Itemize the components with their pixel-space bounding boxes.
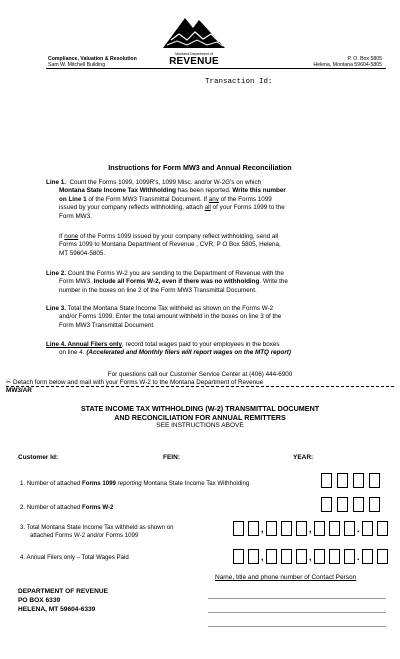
line1b-text-b: of the Forms 1099 issued by your company reflect withholding, send all bbox=[78, 233, 279, 240]
line4-box-4[interactable] bbox=[281, 549, 292, 564]
line1b-text-c: Forms 1099 to Montana Department of Revenue , CVR, P O Box 5805, Helena, bbox=[59, 241, 281, 249]
dept-name: DEPARTMENT OF REVENUE bbox=[18, 588, 108, 595]
item1-italic: reporting bbox=[115, 480, 142, 487]
line4-comma-2: , bbox=[309, 552, 312, 562]
line2-text-c: number in the boxes on line 2 of the Form MW3 Transmittal Document. bbox=[59, 286, 257, 294]
line1-bold-b: Write this number bbox=[232, 187, 286, 195]
item3-text-b: attached Forms W-2 and/or Forms 1099 bbox=[30, 531, 139, 539]
line2-text-b2: . Write the bbox=[259, 278, 288, 286]
line4-box-7[interactable] bbox=[329, 549, 340, 564]
contact-line-1[interactable] bbox=[208, 598, 386, 599]
detach-line bbox=[6, 379, 263, 386]
line3-head: Line 3. bbox=[46, 305, 66, 312]
line4-italic: (Accelerated and Monthly filers will report wages on the MTQ report) bbox=[86, 349, 291, 357]
line4-comma-1: , bbox=[261, 552, 264, 562]
line3-comma-1: , bbox=[261, 524, 264, 534]
line1-bold-a: Montana State Income Tax Withholding bbox=[59, 187, 177, 195]
line1-text-a: Count the Forms 1099, 1099R's, 1099 Misc. and/or W-2G's on which bbox=[69, 179, 262, 186]
line4-box-6[interactable] bbox=[314, 549, 325, 564]
header-left bbox=[48, 56, 137, 68]
line3-box-9[interactable] bbox=[362, 521, 373, 536]
line3-box-7[interactable] bbox=[329, 521, 340, 536]
line1-head: Line 1. bbox=[46, 179, 66, 186]
line4-box-8[interactable] bbox=[344, 549, 355, 564]
item1-text-b: Montana State Income Tax Withholding bbox=[141, 480, 250, 487]
form-title-line2: AND RECONCILIATION FOR ANNUAL REMITTERS bbox=[114, 412, 286, 422]
item1-bold: Forms 1099 bbox=[82, 480, 116, 487]
contact-person-label: Name, title and phone number of Contact Person bbox=[215, 574, 357, 581]
line4-decimal: . bbox=[357, 552, 360, 562]
see-instructions: SEE INSTRUCTIONS ABOVE bbox=[156, 422, 244, 429]
line1-text-d2: of your Forms 1099 to the bbox=[210, 204, 285, 212]
header-rule bbox=[46, 68, 386, 69]
line4-text-b: on line 4. bbox=[59, 349, 87, 357]
line2-text-b: Form MW3. bbox=[59, 278, 94, 286]
mountain-logo-icon bbox=[163, 14, 225, 52]
form-title bbox=[0, 405, 400, 422]
dept-address bbox=[18, 587, 108, 614]
instruction-line-4 bbox=[46, 341, 376, 358]
header-division: Compliance, Valuation & Resolution bbox=[48, 56, 137, 62]
line2-bold: Include all Forms W-2, even if there was no withholding bbox=[93, 278, 260, 286]
year-label: YEAR: bbox=[293, 454, 314, 461]
revenue-wordmark: REVENUE bbox=[169, 56, 219, 67]
item-1-label bbox=[20, 480, 249, 488]
line2-box-1[interactable] bbox=[321, 497, 332, 512]
line1-text-c: of the Form MW3 Transmittal Document. If bbox=[86, 195, 209, 203]
instruction-line-3 bbox=[46, 305, 376, 330]
instruction-line-1b bbox=[59, 233, 376, 258]
detach-rule bbox=[6, 386, 394, 387]
line1-box-4[interactable] bbox=[369, 473, 380, 488]
line3-text-b: and/or Forms 1099. Enter the total amount withheld in the boxes on line 3 of the bbox=[59, 313, 282, 321]
line3-box-10[interactable] bbox=[377, 521, 388, 536]
line3-box-8[interactable] bbox=[344, 521, 355, 536]
scissors-icon: ✂ bbox=[6, 379, 12, 386]
line4-box-1[interactable] bbox=[233, 549, 244, 564]
item-4-label: 4. Annual Filers only – Total Wages Paid bbox=[20, 554, 129, 561]
line3-box-4[interactable] bbox=[281, 521, 292, 536]
customer-id-label: Customer Id: bbox=[18, 454, 59, 461]
item2-bold: Forms W-2 bbox=[82, 504, 114, 511]
header-city: Helena, Montana 59604-5805 bbox=[313, 62, 382, 68]
item1-text-a: 1. Number of attached bbox=[20, 480, 82, 487]
fein-label: FEIN: bbox=[163, 454, 180, 461]
line2-box-2[interactable] bbox=[337, 497, 348, 512]
line1-box-3[interactable] bbox=[353, 473, 364, 488]
line1-text-c2: of the Forms 1099 bbox=[218, 195, 272, 203]
line3-box-5[interactable] bbox=[296, 521, 307, 536]
line1-box-1[interactable] bbox=[321, 473, 332, 488]
line1-underline-all: all bbox=[204, 204, 211, 212]
instructions-title: Instructions for Form MW3 and Annual Reconciliation bbox=[108, 163, 292, 172]
header-pobox: P. O. Box 5805 bbox=[347, 56, 382, 62]
line2-box-3[interactable] bbox=[353, 497, 364, 512]
line4-box-2[interactable] bbox=[248, 549, 259, 564]
form-id: MW3/AR bbox=[6, 387, 32, 394]
item-2-label bbox=[20, 504, 113, 512]
line3-box-2[interactable] bbox=[248, 521, 259, 536]
line4-text-a: , record total wages paid to your employees in the boxes bbox=[122, 341, 280, 348]
header-right bbox=[313, 56, 382, 68]
dept-pobox: PO BOX 6339 bbox=[18, 597, 61, 604]
customer-service-note: For questions call our Customer Service Center at (406) 444-6900 bbox=[107, 371, 293, 378]
line1b-text-d: MT 59604-5805. bbox=[59, 249, 106, 257]
transaction-id-label: Transaction Id: bbox=[205, 78, 273, 86]
item-3-label bbox=[20, 524, 174, 539]
line1-underline-any: any bbox=[208, 195, 219, 203]
line3-box-3[interactable] bbox=[266, 521, 277, 536]
line4-box-10[interactable] bbox=[377, 549, 388, 564]
line3-text-a: Total the Montana State Income Tax withheld as shown on the Forms W-2 bbox=[65, 305, 274, 312]
line3-decimal: . bbox=[357, 524, 360, 534]
dept-city: HELENA, MT 59604-6339 bbox=[18, 606, 96, 613]
line3-box-1[interactable] bbox=[233, 521, 244, 536]
line1b-underline-none: none bbox=[64, 233, 79, 240]
line4-box-9[interactable] bbox=[362, 549, 373, 564]
line4-head: Line 4. Annual Filers only bbox=[46, 341, 123, 348]
line1-bold-c: on Line 1 bbox=[59, 195, 87, 203]
line2-box-4[interactable] bbox=[369, 497, 380, 512]
line3-comma-2: , bbox=[309, 524, 312, 534]
line3-text-c: Form MW3 Transmittal Document. bbox=[59, 321, 155, 329]
line3-box-6[interactable] bbox=[314, 521, 325, 536]
contact-line-3[interactable] bbox=[208, 626, 386, 627]
header-building: Sam W. Mitchell Building bbox=[48, 62, 106, 68]
line1-box-2[interactable] bbox=[337, 473, 348, 488]
line2-text-a: Count the Forms W-2 you are sending to the Department of Revenue with the bbox=[65, 270, 284, 277]
instruction-line-1 bbox=[46, 179, 376, 221]
dept-label: Montana Department of bbox=[175, 52, 213, 56]
detach-text: Detach form below and mail with your Forms W-2 to the Montana Department of Revenue bbox=[13, 379, 264, 386]
line1b-text-a: If bbox=[59, 233, 65, 240]
contact-line-2[interactable] bbox=[208, 612, 386, 613]
item2-text-a: 2. Number of attached bbox=[20, 504, 82, 511]
line4-box-3[interactable] bbox=[266, 549, 277, 564]
line1-text-b: has been reported. bbox=[176, 187, 233, 195]
line1-text-e: Form MW3. bbox=[59, 212, 92, 220]
line2-head: Line 2. bbox=[46, 270, 66, 277]
item3-text-a: 3. Total Montana State Income Tax withheld as shown on bbox=[20, 524, 174, 531]
instruction-line-2 bbox=[46, 270, 376, 295]
line1-text-d: issued by your company reflects withholding, attach bbox=[59, 204, 205, 212]
line4-box-5[interactable] bbox=[296, 549, 307, 564]
form-title-line1: STATE INCOME TAX WITHHOLDING (W-2) TRANSMITTAL DOCUMENT bbox=[80, 404, 320, 413]
